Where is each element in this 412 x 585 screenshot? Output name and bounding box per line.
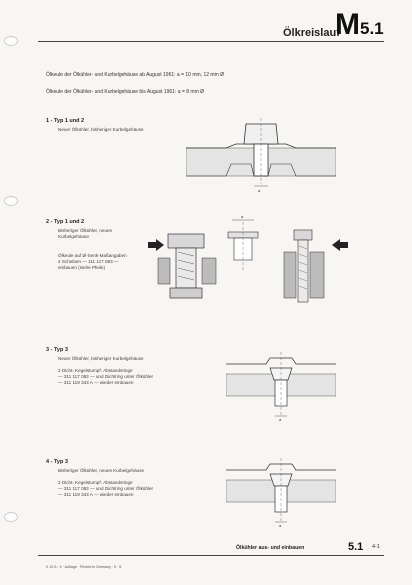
footer-code: 5.1 — [348, 541, 364, 553]
section-text: 2 Scheiben — 111 117 083 — — [58, 259, 119, 264]
section-text: Ölkeule auf Ø-Senk-Maßangaben — [58, 253, 127, 258]
section-text: Neuer Ölkühler, bisheriger Kurbelgehäuse — [58, 356, 144, 361]
section-text: Kurbelgehäuse — [58, 234, 89, 239]
section-text: — 311 119 343 A — wieder einbauen — [58, 380, 134, 385]
section-code: M5.1 — [335, 8, 384, 41]
intro-line: Ölkeule der Ölkühler- und Kurbelgehäuse ab August 1961: a = 10 mm, 12 mm Ø — [46, 72, 225, 78]
cross-section-diagram-3 — [226, 350, 336, 422]
section-text: Neuer Ölkühler, bisheriger Kurbelgehäuse — [58, 127, 144, 132]
cross-section-diagram-2 — [148, 212, 348, 316]
page-title: Ölkreislauf — [283, 27, 340, 39]
section-text: — 311 117 083 — und Dichtring unter Ölkühler — [58, 374, 154, 379]
intro-line: Ölkeule der Ölkühler- und Kurbelgehäuse bis August 1961: a = 8 mm Ø — [46, 89, 205, 95]
footer-divider — [38, 555, 384, 556]
section-text: — 311 117 083 — und Dichtring unter Ölkühler — [58, 486, 154, 491]
section-heading: 2 - Typ 1 und 2 — [46, 219, 85, 225]
section-text: Bisheriger Ölkühler, neues Kurbelgehäuse — [58, 468, 145, 473]
dimension-label: a — [279, 523, 282, 528]
section-text: Bisheriger Ölkühler, neues — [58, 228, 112, 233]
section-heading: 4 - Typ 3 — [46, 459, 68, 465]
arrow-icon — [148, 239, 164, 251]
section-heading: 1 - Typ 1 und 2 — [46, 118, 85, 124]
cross-section-diagram-4 — [226, 456, 336, 528]
section-text: 2 Dicht- Kegelstumpf- Abstandsringe — [58, 368, 133, 373]
section-text: — 311 119 343 A — wieder einbauen — [58, 492, 134, 497]
arrow-icon — [332, 239, 348, 251]
section-heading: 3 - Typ 3 — [46, 347, 68, 353]
binder-hole-mark — [4, 36, 18, 46]
binder-hole-mark — [4, 196, 18, 206]
cross-section-diagram-1 — [186, 114, 336, 194]
dimension-label: a — [241, 214, 244, 219]
dimension-label: a — [279, 417, 282, 422]
print-info: K 10 A · 5 · Auflage · Printed in Germany · 5 · 6 — [46, 565, 122, 569]
section-text: 2 Dicht- Kegelstumpf- Abstandsringe — [58, 480, 133, 485]
dimension-label: a — [258, 188, 261, 193]
footer-title: Ölkühler aus- und einbauen — [236, 545, 305, 551]
page-number: 4-1 — [372, 544, 380, 550]
section-text: einbauen (siehe Pfeile) — [58, 265, 105, 270]
binder-hole-mark — [4, 512, 18, 522]
header-divider — [38, 41, 384, 42]
